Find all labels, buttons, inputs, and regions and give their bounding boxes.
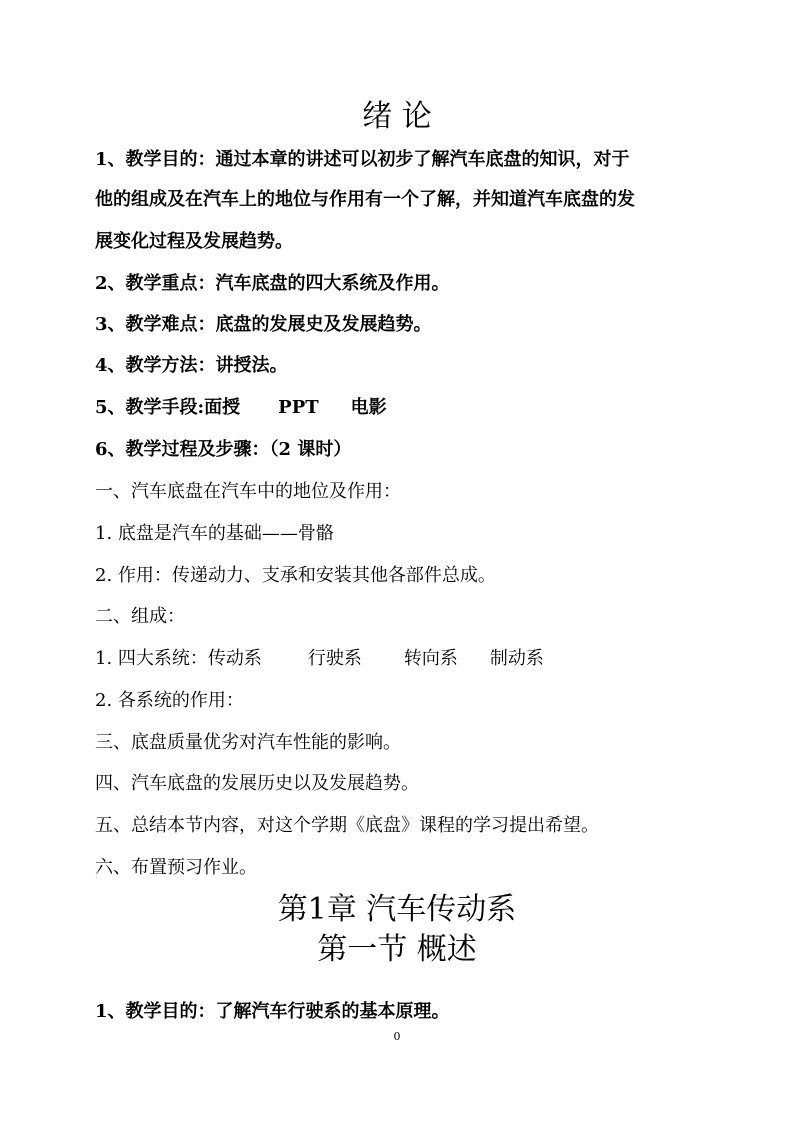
- teaching-process: 6、教学过程及步骤：（2 课时）: [95, 439, 352, 460]
- section-1-item-2: 2. 作用：传递动力、支承和安装其他各部件总成。: [95, 565, 496, 586]
- teaching-method: 4、教学方法：讲授法。: [95, 355, 288, 376]
- section-5: 五、总结本节内容，对这个学期《底盘》课程的学习提出希望。: [95, 815, 599, 836]
- section-1: 一、汽车底盘在汽车中的地位及作用：: [95, 481, 401, 502]
- system-braking: 制动系: [489, 648, 544, 669]
- system-running: 行驶系: [307, 648, 362, 669]
- systems-label: 1. 四大系统：传动系: [95, 648, 262, 669]
- section-2: 二、组成：: [95, 606, 185, 627]
- chapter-title: 第1章 汽车传动系: [277, 892, 517, 927]
- means-label: 5、教学手段:面授: [95, 397, 241, 418]
- section-1-item-1: 1. 底盘是汽车的基础——骨骼: [95, 523, 334, 544]
- page-number: 0: [393, 1030, 401, 1043]
- difficulty: 3、教学难点：底盘的发展史及发展趋势。: [95, 314, 432, 335]
- section-4: 四、汽车底盘的发展历史以及发展趋势。: [95, 773, 419, 794]
- key-point: 2、教学重点：汽车底盘的四大系统及作用。: [95, 273, 450, 294]
- teaching-means: [95, 397, 387, 419]
- section-title: 第一节 概述: [317, 932, 477, 967]
- section-6: 六、布置预习作业。: [95, 857, 257, 878]
- objective-line-3: 展变化过程及发展趋势。: [95, 231, 293, 252]
- section-2-item-2: 2. 各系统的作用：: [95, 690, 244, 711]
- system-steering: 转向系: [403, 648, 458, 669]
- means-film: 电影: [350, 397, 387, 418]
- four-systems: [95, 648, 544, 670]
- section-3: 三、底盘质量优劣对汽车性能的影响。: [95, 732, 401, 753]
- objective-line-1: 1、教学目的：通过本章的讲述可以初步了解汽车底盘的知识，对于: [95, 149, 630, 170]
- page-title: 绪 论: [362, 99, 432, 134]
- means-ppt: PPT: [278, 397, 319, 418]
- objective-line-2: 他的组成及在汽车上的地位与作用有一个了解，并知道汽车底盘的发: [95, 189, 635, 210]
- next-objective: 1、教学目的：了解汽车行驶系的基本原理。: [95, 1001, 450, 1022]
